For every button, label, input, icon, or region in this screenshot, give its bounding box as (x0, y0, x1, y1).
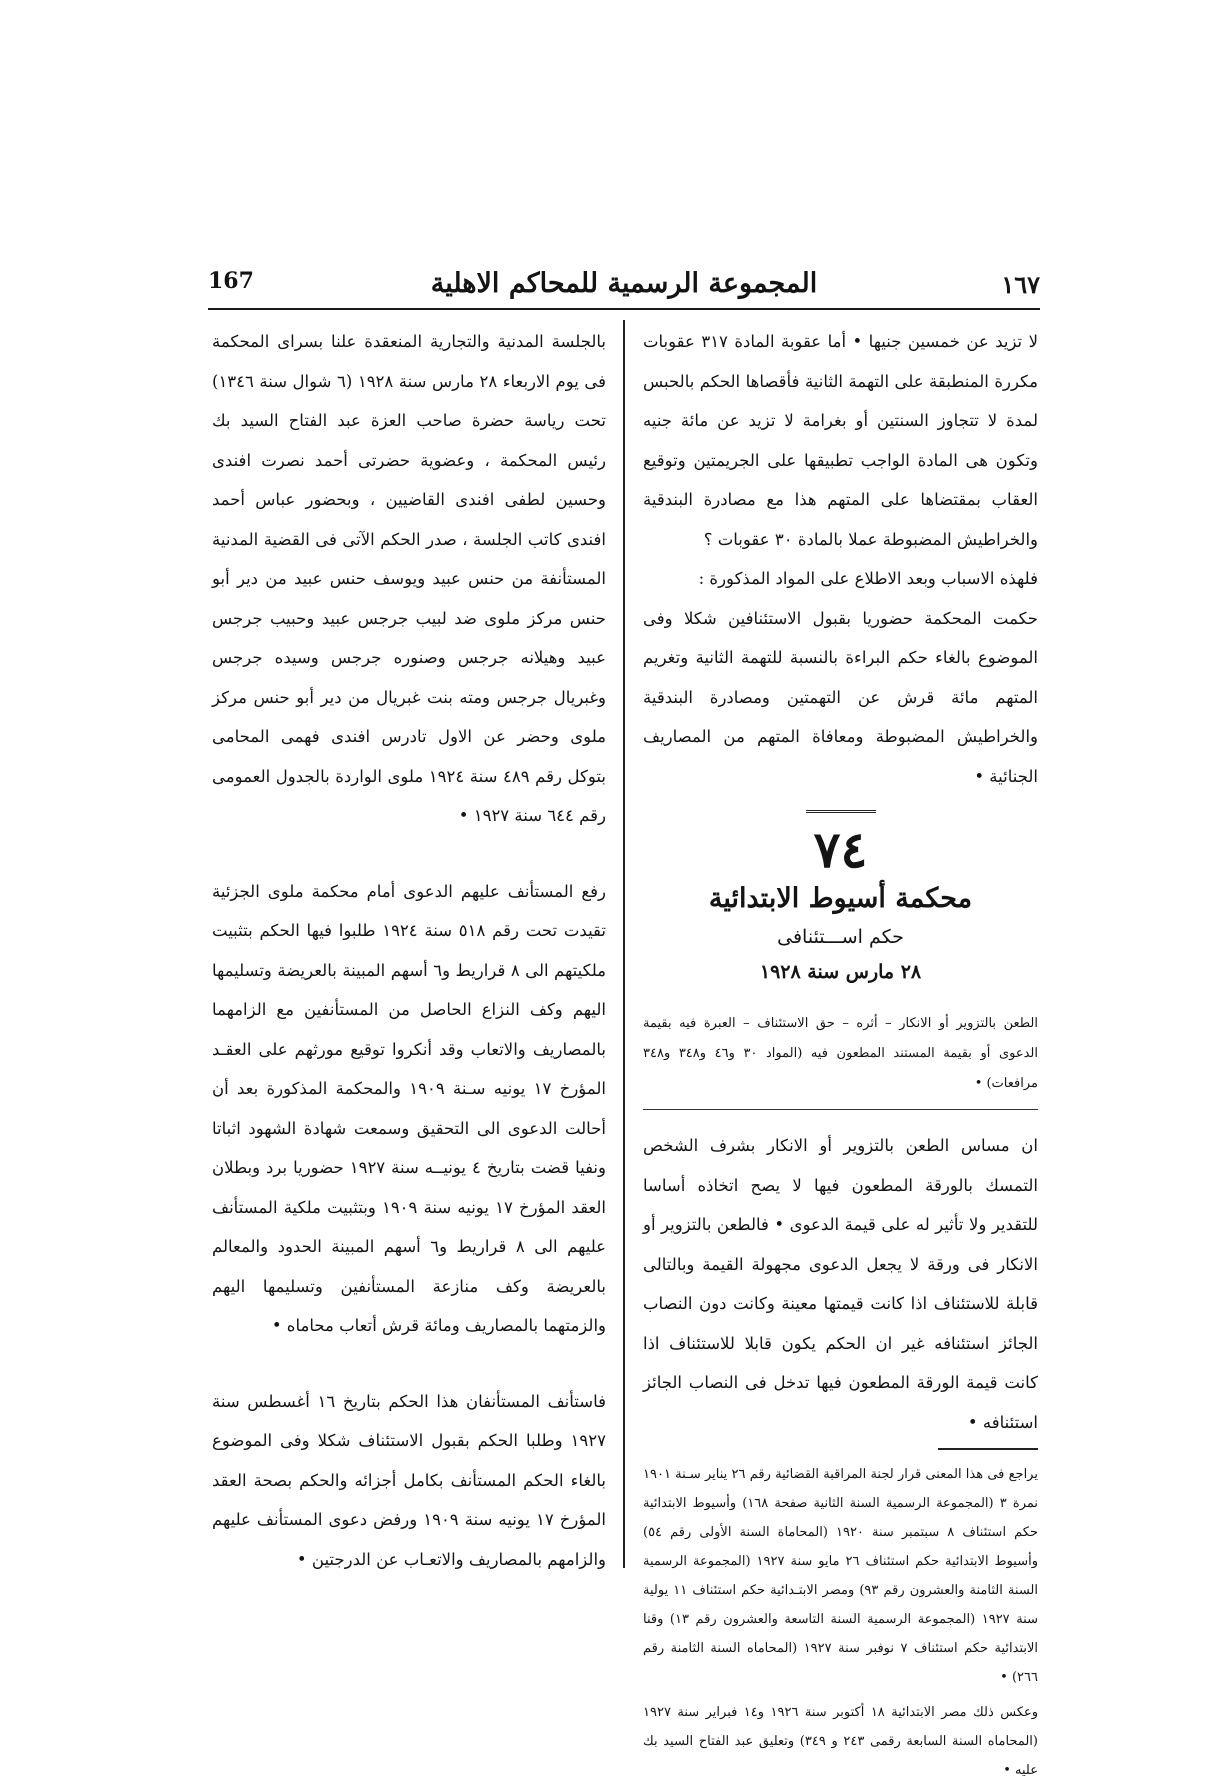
right-column (212, 322, 606, 1579)
section-separator (806, 810, 876, 815)
page-header (208, 268, 1040, 310)
reasons-line: فلهذه الاسباب وبعد الاطلاع على المواد المذكورة : (698, 569, 1038, 588)
footnote-rule (938, 1448, 1038, 1450)
footnote-contrary: وعكس ذلك مصر الابتدائية ١٨ أكتوبر سنة ١٩٢٦ و١٤ فبراير سنة ١٩٢٧ (المحاماه السنة السابعة رقمى ٢٤٣ و ٣٤٩) وتعليق عبد الفتاح السيد بك عليه • (643, 1705, 1038, 1778)
ruling-paragraph: حكمت المحكمة حضوريا بقبول الاستئنافين شكلا وفى الموضوع بالغاء حكم البراءة بالنسبة للتهمة الثانية وتغريم المتهم مائة قرش عن التهمتين ومصادرة البندقية والخراطيش المضبوطة ومعافاة المتهم من المصاريف الجنائية • (643, 608, 1038, 786)
page-number-arabic: ١٦٧ (1001, 270, 1040, 299)
page-number-latin: 167 (208, 268, 254, 294)
judgment-type: حكم اســـتئنافى (777, 926, 904, 948)
column-divider (623, 320, 625, 1568)
footnote-references: يراجع فى هذا المعنى قرار لجنة المراقبة القضائية رقم ٢٦ يناير سـنة ١٩٠١ نمرة ٣ (المجموعة الرسمية السنة الثانية صفحة ١٦٨) وأسيوط الابتدائية حكم استئناف ٨ سبتمبر سنة ١٩٢٠ (المحاماة السنة الأولى رقم ٥٤) وأسيوط الابتدائية حكم استئناف ٢٦ مايو سنة ١٩٢٧ (المجموعة الرسمية السنة الثامنة والعشرون رقم ٩٣) ومصر الابتـدائية حكم استئناف ١١ يولية سنة ١٩٢٧ (المجموعة الرسمية السنة التاسعة والعشرون رقم ١٣) وقنا الابتدائية حكم استئناف ٧ نوفبر سنة ١٩٢٧ (المحاماه السنة الثامنة رقم ٢٦٦) • (643, 1467, 1039, 1685)
previous-case-paragraph: لا تزيد عن خمسين جنيها • أما عقوبة المادة ٣١٧ عقوبات مكررة المنطبقة على التهمة الثانية فأقصاها الحكم بالحبس لمدة لا تتجاوز السنتين أو بغرامة لا تزيد عن مائة جنيه وتكون هى المادة الواجب تطبيقها على الجريمتين وتوقيع العقاب بمقتضاها على المتهم هذا مع مصادرة البندقية والخراطيش المضبوطة عملا بالمادة ٣٠ عقوبات ؟ (643, 332, 1038, 549)
left-column (643, 322, 1038, 1785)
legal-principle: ان مساس الطعن بالتزوير أو الانكار بشرف الشخص التمسك بالورقة المطعون فيها لا يصح اتخاذه أساسا للتقدير ولا تأثير له على قيمة الدعوى • فالطعن بالتزوير أو الانكار فى ورقة لا يجعل الدعوى مجهولة القيمة وبالتالى قابلة للاستئناف اذا كانت قيمتها معينة وكانت دون النصاب الجائز استئنافه غير ان الحكم يكون قابلا للاستئناف اذا كانت قيمة الورقة المطعون فيها تدخل فى النصاب الجائز استئنافه • (643, 1136, 1038, 1432)
case-summary: الطعن بالتزوير أو الانكار – أثره – حق الاستئناف – العبرة فيه بقيمة الدعوى أو بقيمة المستند المطعون فيه (المواد ٣٠ و٤٦ و٣٤٨ و٣٤٨ مرافعات) • (643, 1009, 1038, 1110)
facts-paragraph: رفع المستأنف عليهم الدعوى أمام محكمة ملوى الجزئية تقيدت تحت رقم ٥١٨ سنة ١٩٢٤ طلبوا فيها الحكم بتثبيت ملكيتهم الى ٨ قراريط و٦ أسهم المبينة بالعريضة وتسليمها اليهم وكف النزاع الحاصل من المستأنفين مع الزامهما بالمصاريف والاتعاب وقد أنكروا توقيع مورثهم على العقـد المؤرخ ١٧ يونيه سـنة ١٩٠٩ والمحكمة المذكورة بعد أن أحالت الدعوى الى التحقيق وسمعت شهادة الشهود اثباتا ونفيا قضت بتاريخ ٤ يونيــه سنة ١٩٢٧ حضوريا برد وبطلان العقد المؤرخ ١٧ يونيه سنة ١٩٠٩ وبتثبيت ملكية المستأنف عليهم الى ٨ قراريط و٦ أسهم المبينة الحدود والمعالم بالعريضة وكف منازعة المستأنفين وتسليمها اليهم والزمتهما بالمصاريف ومائة قرش أتعاب محاماه • (212, 881, 607, 1335)
court-name: محكمة أسيوط الابتدائية (708, 883, 973, 914)
judgment-date: ٢٨ مارس سنة ١٩٢٨ (759, 961, 922, 983)
session-paragraph: بالجلسة المدنية والتجارية المنعقدة علنا بسراى المحكمة فى يوم الاربعاء ٢٨ مارس سنة ١٩٢٨ (٦ شوال سنة ١٣٤٦) تحت رياسة حضرة صاحب العزة عبد الفتاح السيد بك رئيس المحكمة ، وعضوية حضرتى أحمد نصرت افندى وحسين لطفى افندى القاضيين ، وبحضور عباس أحمد افندى كاتب الجلسة ، صدر الحكم الآتى فى القضية المدنية المستأنفة من حنس عبيد ويوسف حنس عبيد من دير أبو حنس مركز ملوى ضد لبيب جرجس عبيد وحبيب جرجس عبيد وهيلانه جرجس وصنوره جرجس وسيده جرجس وغبريال جرجس ومته بنت غبريال من دير أبو حنس مركز ملوى وحضر عن الاول تادرس افندى فهمى المحامى بتوكل رقم ٤٨٩ سنة ١٩٢٤ ملوى الواردة بالجدول العمومى رقم ٦٤٤ سنة ١٩٢٧ • (212, 332, 607, 825)
case-number: ٧٤ (813, 820, 868, 879)
appeal-paragraph: فاستأنف المستأنفان هذا الحكم بتاريخ ١٦ أغسطس سنة ١٩٢٧ وطلبا الحكم بقبول الاستئناف شكلا وفى الموضوع بالغاء الحكم المستأنف بكامل أجزائه والحكم بصحة العقد المؤرخ ١٧ يونيه سنة ١٩٠٩ ورفض دعوى المستأنف عليهم والزامهم بالمصاريف والاتعـاب عن الدرجتين • (212, 1391, 607, 1569)
journal-title: المجموعة الرسمية للمحاكم الاهلية (430, 268, 818, 299)
